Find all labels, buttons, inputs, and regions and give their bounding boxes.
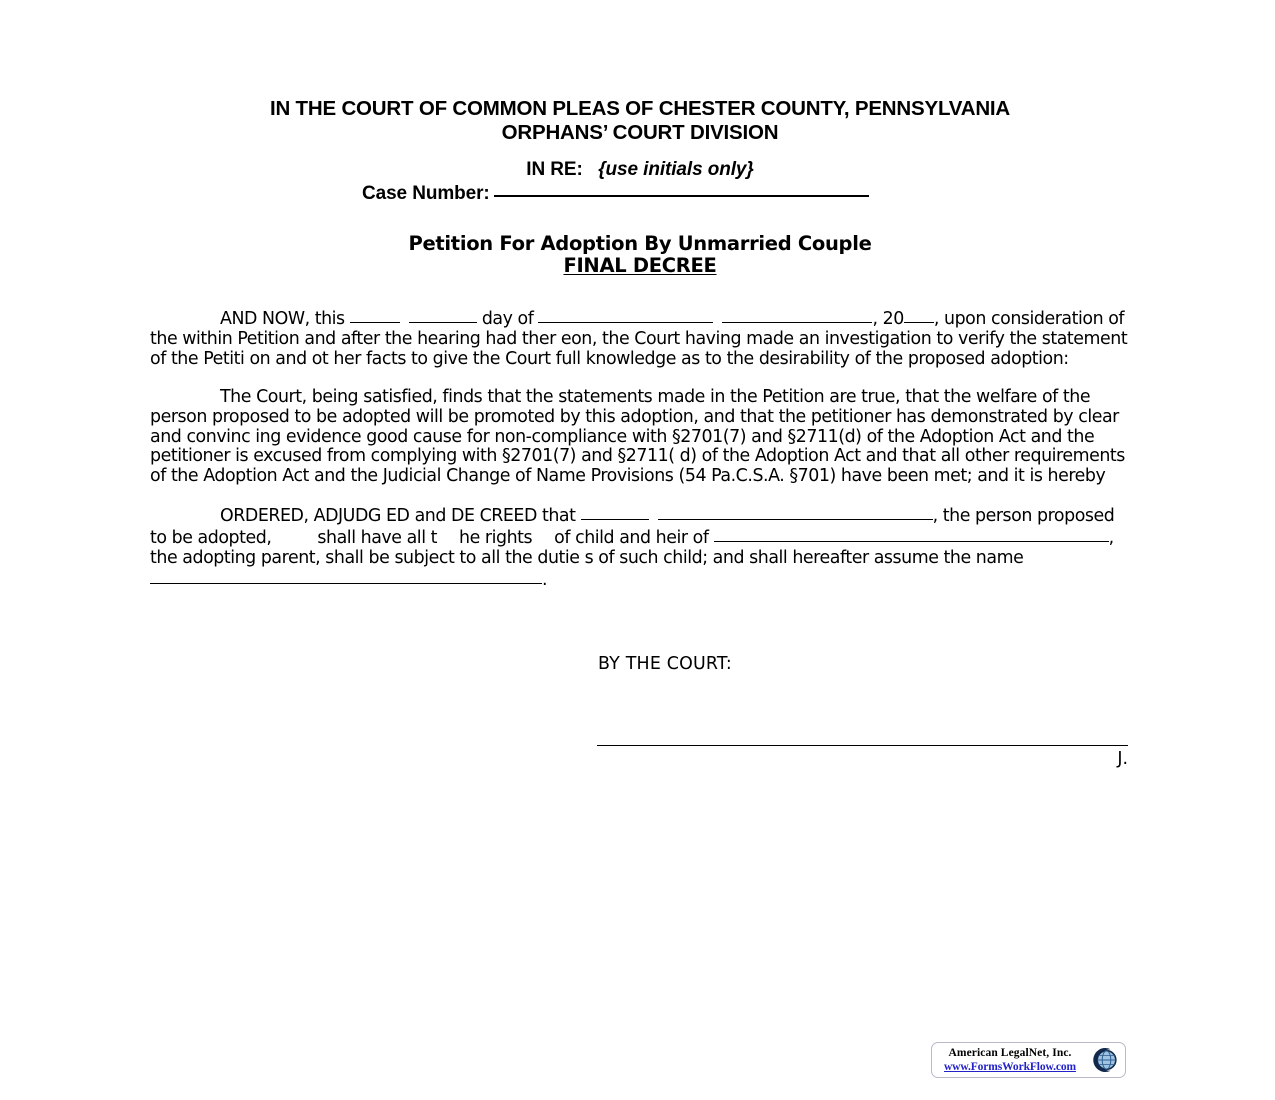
adoptee-blank-1[interactable] (581, 505, 649, 520)
paragraph-and-now (150, 308, 1130, 370)
by-the-court-label: BY THE COURT: (598, 654, 732, 674)
paragraph-ordered (150, 505, 1130, 591)
footer-company-name: American LegalNet, Inc. (948, 1047, 1072, 1059)
case-number-blank[interactable] (494, 179, 869, 197)
globe-icon (1089, 1046, 1119, 1074)
year-blank[interactable] (904, 308, 934, 323)
findings-text: The Court, being satisfied, finds that the statements made in the Petition are true, that the welfare of the person proposed to be adopted will be promoted by this adoption, and that the petitioner has demonstrated by clear and convinc ing evidence good cause for non-compliance with §2701(7) and §2711(d) of the Adoption Act and the petitioner is excused from complying with §2701(7) and §2711( d) of the Adoption Act and that all other requirements of the Adoption Act and the Judicial Change of Name Provisions (54 Pa.C.S.A. §701) have been met; and it is hereby (150, 386, 1125, 487)
and-now-text: AND NOW, this (220, 309, 345, 329)
paragraph-findings (150, 388, 1130, 488)
case-number-line (362, 179, 869, 205)
year-prefix-text: , 20 (872, 309, 904, 329)
court-name-line: IN THE COURT OF COMMON PLEAS OF CHESTER COUNTY, PENNSYLVANIA (269, 97, 1011, 120)
footer-website-link[interactable]: www.FormsWorkFlow.com (943, 1061, 1077, 1073)
ordered-text-5: of child and heir of (554, 528, 709, 549)
document-title-line-2: FINAL DECREE (563, 254, 717, 277)
in-re-label: IN RE: (526, 159, 583, 180)
document-title (150, 233, 1130, 276)
day-blank-2[interactable] (409, 308, 477, 323)
document-body (150, 308, 1130, 591)
ordered-text: ORDERED, ADJUDG ED and DE CREED that (220, 506, 576, 527)
ordered-text-7: . (542, 569, 548, 590)
para1-remainder: , upon consideration of the within Petition and after the hearing had ther eon, the Court having made an investigation to verify the statement of the Petiti on and ot her facts to give the Court full knowledge as to the desirability of the proposed adoption: (150, 309, 1128, 369)
day-blank-1[interactable] (350, 308, 400, 323)
ordered-text-2: , the person proposed to be adopted, (150, 506, 1115, 549)
ordered-text-3: shall have all t (317, 528, 438, 549)
in-re-value: {use initials only} (598, 159, 754, 180)
day-of-text: day of (481, 309, 534, 329)
new-name-blank[interactable] (150, 569, 542, 584)
footer-logo-text (940, 1046, 1080, 1074)
ordered-text-6: , the adopting parent, shall be subject to all the dutie s of such child; and shall hereafter assume the name (150, 528, 1114, 569)
court-header (150, 97, 1130, 145)
adopting-parent-blank[interactable] (714, 527, 1109, 542)
month-blank[interactable] (538, 308, 713, 323)
judge-abbreviation: J. (1117, 749, 1128, 769)
american-legalnet-footer-logo[interactable] (931, 1042, 1126, 1078)
document-title-line-1: Petition For Adoption By Unmarried Couple (408, 232, 872, 255)
adoptee-blank-2[interactable] (658, 505, 933, 520)
year-word-blank[interactable] (722, 308, 872, 323)
court-division-line: ORPHANS’ COURT DIVISION (501, 121, 779, 144)
judge-signature-line[interactable] (597, 745, 1128, 746)
in-re-line (150, 158, 1130, 181)
ordered-text-4: he rights (459, 528, 533, 549)
case-number-label: Case Number: (362, 183, 490, 204)
